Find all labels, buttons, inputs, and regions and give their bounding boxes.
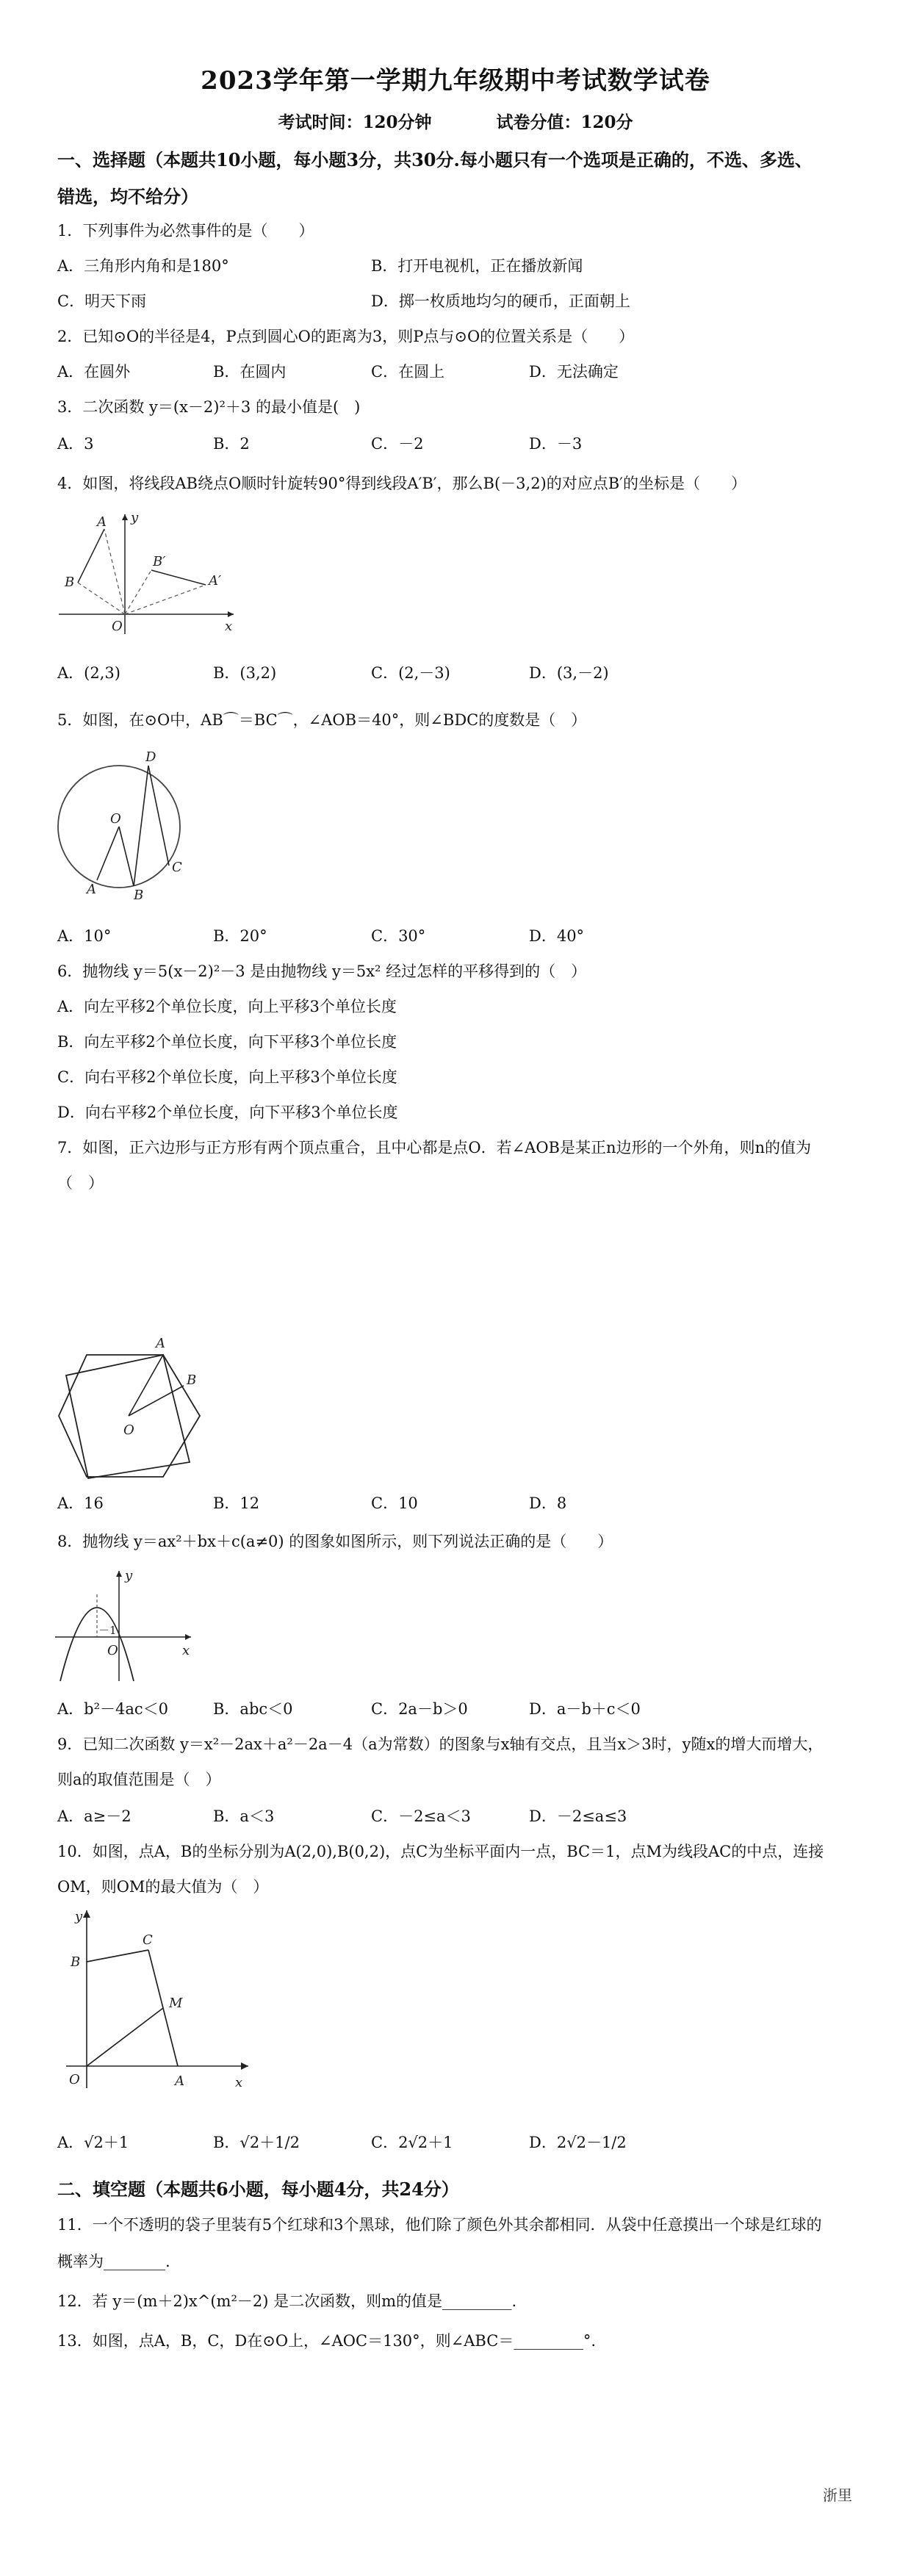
fig10-label-x: x xyxy=(235,2075,243,2090)
fig4-y-arrow xyxy=(122,514,128,520)
fig10-segment-om xyxy=(87,2008,163,2066)
figure-5-circle xyxy=(51,749,198,904)
fig4-label-b1: B′ xyxy=(153,554,166,569)
fig7-label-b: B xyxy=(187,1372,197,1388)
fig5-label-c: C xyxy=(172,860,182,875)
q5-option-b: B．20° xyxy=(213,927,267,945)
fig10-label-y: y xyxy=(75,1909,83,1924)
q8-option-d: D．a－b＋c＜0 xyxy=(529,1700,641,1718)
fig10-segment-bc xyxy=(87,1950,148,1962)
fig10-label-a: A xyxy=(175,2073,184,2089)
fig5-segment-ob xyxy=(119,827,134,886)
q10-option-a: A．√2＋1 xyxy=(57,2134,129,2151)
question-11: 11．一个不透明的袋子里装有5个红球和3个黑球，他们除了颜色外其余都相同．从袋中任意摸出一个球是红球的 xyxy=(57,2216,822,2234)
q6-option-d: D．向右平移2个单位长度，向下平移3个单位长度 xyxy=(57,1104,398,1121)
fig10-label-c: C xyxy=(143,1932,153,1948)
fig5-label-d: D xyxy=(145,749,156,765)
q4-option-d: D．(3,－2) xyxy=(529,664,609,682)
fig5-segment-oa xyxy=(97,827,119,880)
q5-option-c: C．30° xyxy=(371,927,426,945)
q1-option-b: B．打开电视机，正在播放新闻 xyxy=(371,257,583,275)
q9-option-b: B．a＜3 xyxy=(213,1807,275,1825)
question-11-line2: 概率为________. xyxy=(57,2253,170,2270)
exam-subtitle xyxy=(0,109,911,133)
fig10-label-b: B xyxy=(71,1954,81,1970)
fig8-label-x: x xyxy=(182,1643,190,1658)
fig8-label-o: O xyxy=(107,1643,118,1658)
fig8-parabola-curve xyxy=(60,1608,134,1681)
question-7: 7．如图，正六边形与正方形有两个顶点重合，且中心都是点O．若∠AOB是某正n边形的一个外角，则n的值为 xyxy=(57,1139,812,1156)
q1-option-d: D．掷一枚质地均匀的硬币，正面朝上 xyxy=(371,292,630,310)
figure-8-parabola xyxy=(51,1564,198,1688)
q3-option-a: A．3 xyxy=(57,435,94,453)
q5-option-d: D．40° xyxy=(529,927,585,945)
fig7-square xyxy=(66,1355,190,1478)
q4-option-c: C．(2,－3) xyxy=(371,664,450,682)
q2-option-b: B．在圆内 xyxy=(213,363,287,381)
fig5-segment-db xyxy=(134,766,148,886)
q7-option-a: A．16 xyxy=(57,1494,104,1512)
q2-option-c: C．在圆上 xyxy=(371,363,445,381)
q6-option-c: C．向右平移2个单位长度，向上平移3个单位长度 xyxy=(57,1068,397,1086)
fig10-x-arrow xyxy=(241,2062,248,2070)
question-3: 3．二次函数 y＝(x－2)²＋3 的最小值是( ) xyxy=(57,398,361,416)
fig7-label-o: O xyxy=(123,1422,134,1438)
q8-option-b: B．abc＜0 xyxy=(213,1700,293,1718)
fig4-segment-a1b1 xyxy=(151,570,206,585)
fig4-dash-oa1 xyxy=(125,585,206,614)
fig4-label-x: x xyxy=(225,619,233,634)
q3-option-d: D．－3 xyxy=(529,435,583,453)
q4-option-a: A．(2,3) xyxy=(57,664,120,682)
fig4-label-a1: A′ xyxy=(209,573,222,589)
figure-4-rotation xyxy=(51,506,242,638)
question-12: 12．若 y＝(m＋2)x^(m²－2) 是二次函数，则m的值是_________. xyxy=(57,2292,517,2310)
fig5-label-a: A xyxy=(87,882,96,897)
fig8-label-minus1: －1 xyxy=(98,1624,117,1637)
q7-option-b: B．12 xyxy=(213,1494,260,1512)
q4-option-b: B．(3,2) xyxy=(213,664,277,682)
section-1-heading-line2: 错选，均不给分） xyxy=(57,186,198,207)
section-1-heading: 一、选择题（本题共10小题，每小题3分，共30分.每小题只有一个选项是正确的，不选、多选、 xyxy=(57,149,813,170)
fig4-label-o: O xyxy=(112,619,123,634)
question-8: 8．抛物线 y＝ax²＋bx＋c(a≠0) 的图象如图所示，则下列说法正确的是（ ） xyxy=(57,1533,613,1550)
q2-option-a: A．在圆外 xyxy=(57,363,131,381)
question-10-line2: OM，则OM的最大值为（ ） xyxy=(57,1878,269,1896)
question-7-line2: （ ） xyxy=(57,1174,104,1192)
fig4-label-y: y xyxy=(131,510,139,525)
question-5: 5．如图，在⊙O中，AB⌒＝BC⌒，∠AOB＝40°，则∠BDC的度数是（ ） xyxy=(57,711,587,729)
exam-score: 试卷分值：120分 xyxy=(496,112,633,132)
fig4-label-b: B xyxy=(65,575,75,590)
q3-option-c: C．－2 xyxy=(371,435,424,453)
fig4-dash-oa xyxy=(104,529,125,614)
figure-10-coordinate xyxy=(51,1904,257,2118)
question-13: 13．如图，点A，B，C，D在⊙O上，∠AOC＝130°，则∠ABC＝_________°. xyxy=(57,2332,596,2350)
fig10-label-m: M xyxy=(169,1996,183,2011)
fig7-label-a: A xyxy=(156,1336,165,1351)
question-4: 4．如图，将线段AB绕点O顺时针旋转90°得到线段A′B′，那么B(－3,2)的对应点B′的坐标是（ ） xyxy=(57,475,746,492)
q1-option-c: C．明天下雨 xyxy=(57,292,147,310)
fig8-y-arrow xyxy=(116,1571,122,1577)
q10-option-b: B．√2＋1/2 xyxy=(213,2134,300,2151)
fig4-dash-ob1 xyxy=(125,570,151,614)
section-2-heading: 二、填空题（本题共6小题，每小题4分，共24分） xyxy=(57,2179,459,2200)
q7-option-c: C．10 xyxy=(371,1494,418,1512)
q8-option-c: C．2a－b＞0 xyxy=(371,1700,468,1718)
question-1: 1．下列事件为必然事件的是（ ） xyxy=(57,222,314,240)
question-9-line2: 则a的取值范围是（ ） xyxy=(57,1771,221,1788)
exam-time: 考试时间：120分钟 xyxy=(278,112,432,132)
question-6: 6．抛物线 y＝5(x－2)²－3 是由抛物线 y＝5x² 经过怎样的平移得到的（ ） xyxy=(57,963,587,980)
q2-option-d: D．无法确定 xyxy=(529,363,619,381)
q9-option-d: D．－2≤a≤3 xyxy=(529,1807,627,1825)
question-10: 10．如图，点A，B的坐标分别为A(2,0),B(0,2)，点C为坐标平面内一点，BC＝1，点M为线段AC的中点，连接 xyxy=(57,1843,824,1860)
q1-option-a: A．三角形内角和是180° xyxy=(57,257,229,275)
figure-7-hexagon-square xyxy=(51,1331,220,1486)
q5-option-a: A．10° xyxy=(57,927,112,945)
page-footer-mark: 浙里 xyxy=(823,2486,852,2504)
fig8-label-y: y xyxy=(125,1568,133,1583)
question-2: 2．已知⊙O的半径是4，P点到圆心O的距离为3，则P点与⊙O的位置关系是（ ） xyxy=(57,328,635,345)
fig4-label-a: A xyxy=(97,514,107,530)
fig10-label-o: O xyxy=(69,2072,80,2087)
q9-option-a: A．a≥－2 xyxy=(57,1807,132,1825)
fig8-x-arrow xyxy=(185,1634,191,1640)
fig4-x-arrow xyxy=(228,611,234,617)
q6-option-b: B．向左平移2个单位长度，向下平移3个单位长度 xyxy=(57,1033,397,1051)
fig10-y-arrow xyxy=(83,1910,90,1918)
q10-option-d: D．2√2－1/2 xyxy=(529,2134,627,2151)
fig4-segment-ab xyxy=(78,529,104,583)
q10-option-c: C．2√2＋1 xyxy=(371,2134,453,2151)
q8-option-a: A．b²－4ac＜0 xyxy=(57,1700,169,1718)
question-9: 9．已知二次函数 y＝x²－2ax＋a²－2a－4（a为常数）的图象与x轴有交点，且当x＞3时，y随x的增大而增大， xyxy=(57,1735,824,1753)
exam-title: 2023学年第一学期九年级期中考试数学试卷 xyxy=(201,66,710,96)
q6-option-a: A．向左平移2个单位长度，向上平移3个单位长度 xyxy=(57,998,397,1015)
fig5-label-o: O xyxy=(110,811,121,827)
q9-option-c: C．－2≤a＜3 xyxy=(371,1807,471,1825)
fig5-label-b: B xyxy=(134,888,144,903)
fig4-dash-ob xyxy=(78,583,125,614)
q7-option-d: D．8 xyxy=(529,1494,567,1512)
q3-option-b: B．2 xyxy=(213,435,250,453)
